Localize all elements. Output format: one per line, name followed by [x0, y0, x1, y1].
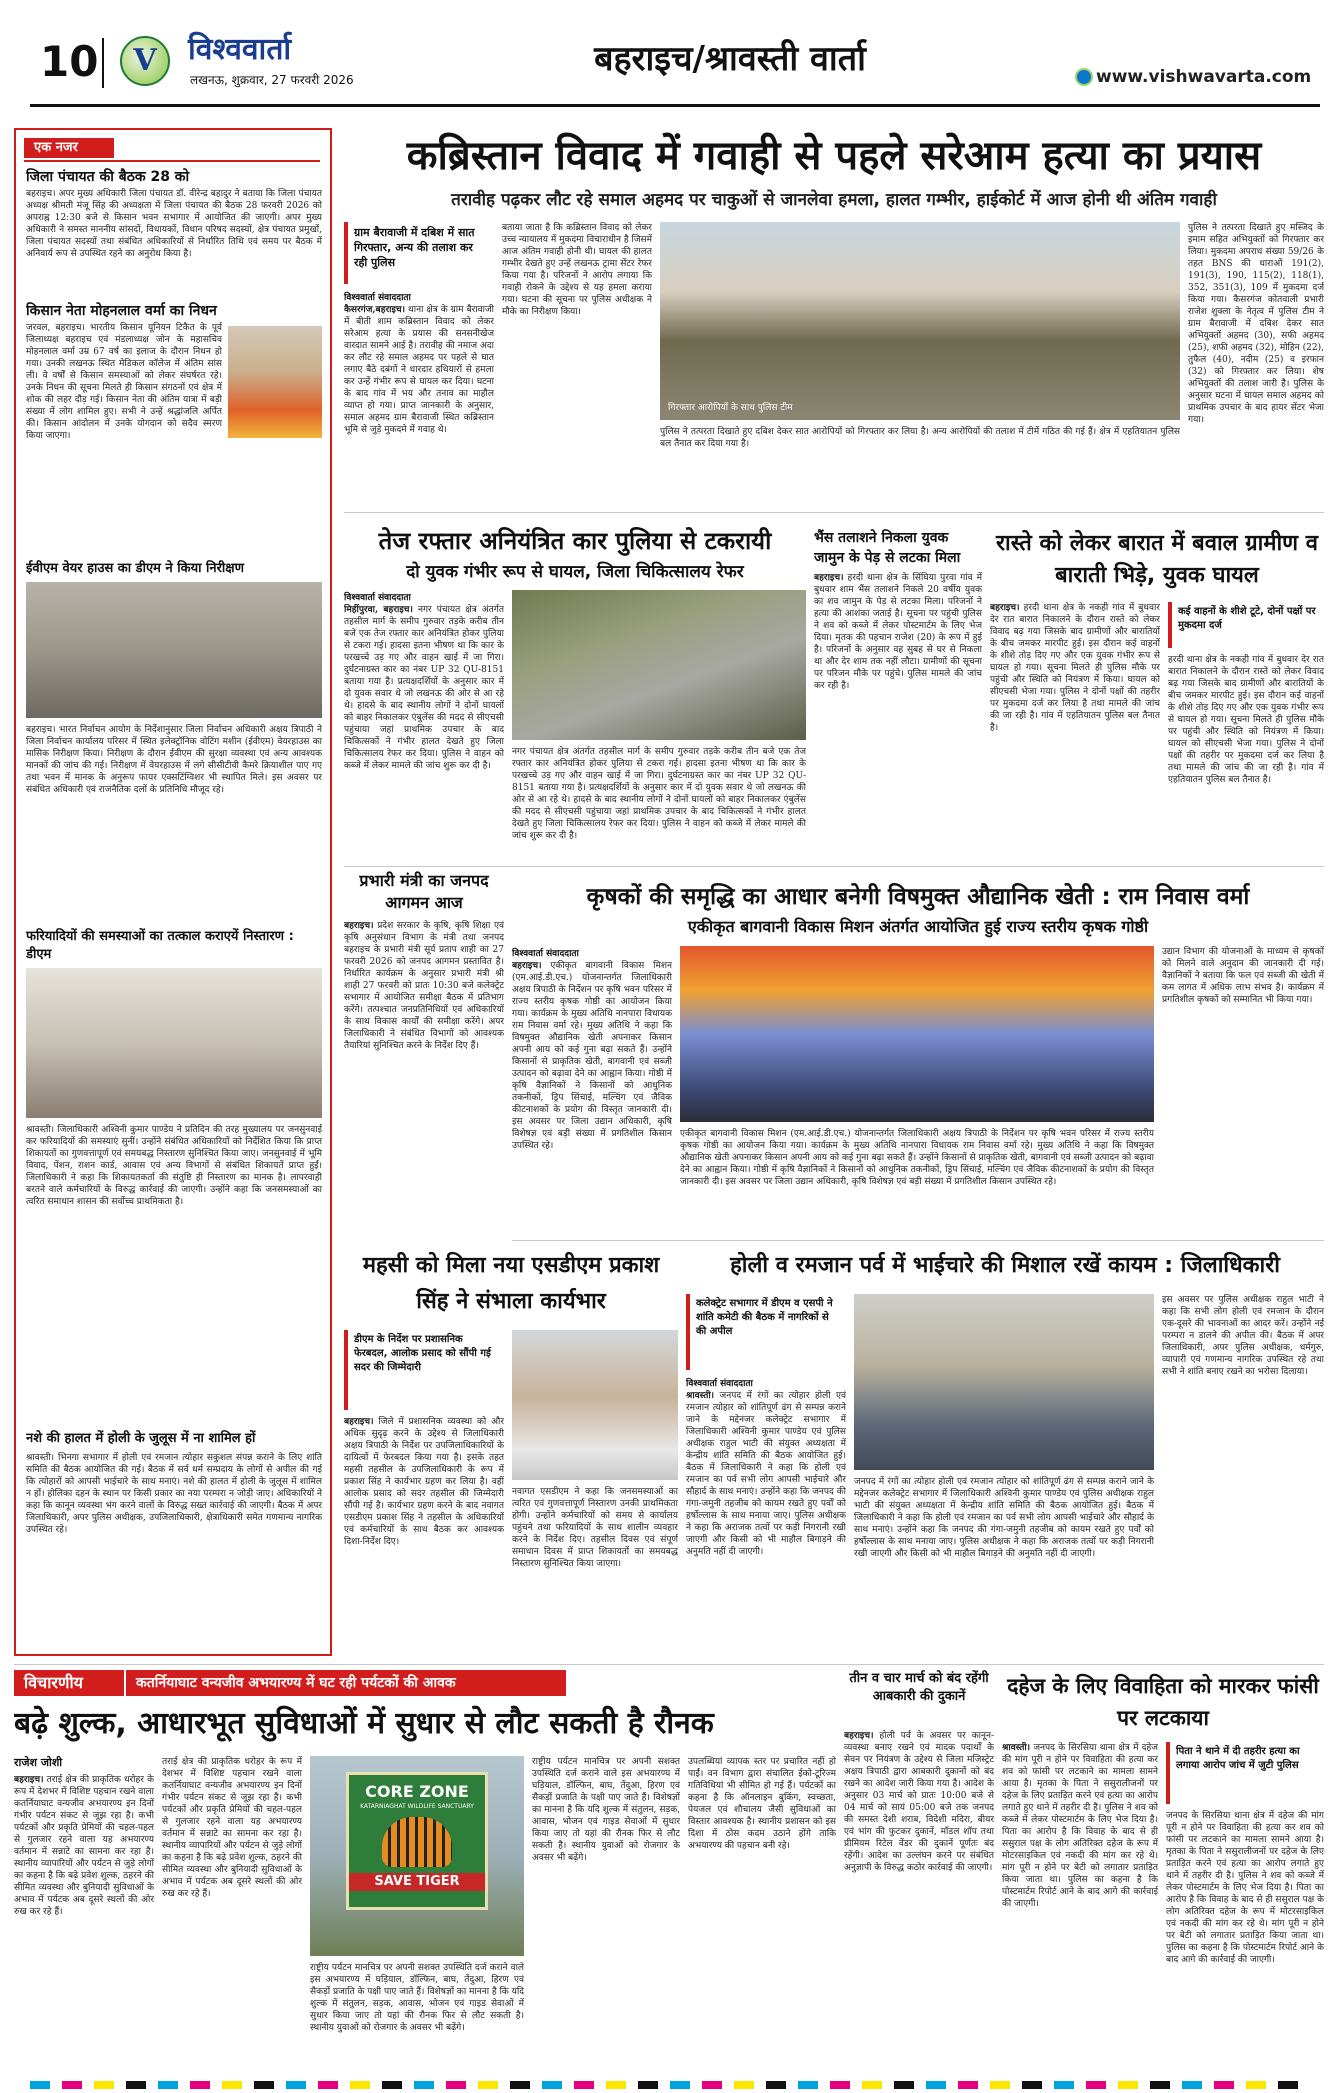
vicharniya-feature [14, 1670, 836, 2070]
sidebar-item-title: जिला पंचायत की बैठक 28 को [26, 169, 190, 185]
sidebar-ek-nazar [14, 128, 332, 1656]
cmyk-mark [254, 2081, 274, 2089]
section-divider [344, 866, 1324, 867]
youth-dateline: बहराइच। [814, 573, 844, 583]
wedding-dateline: बहराइच। [990, 603, 1020, 613]
sidebar-item-body: जरवल, बहराइच। भारतीय किसान यूनियन टिकैत के पूर्व जिलाध्यक्ष बहराइच एवं मंडलाध्यक्ष जोन के महासचिव मोहनलाल वर्मा उम्र 67 वर्ष का इलाज के दौरान निधन हो गया। उनकी लखनऊ स्थित मेडिकल कॉलेज में अंतिम सांस ली। वे वर्षों से किसान समस्याओं को लेकर संघर्षरत रहे। उनके निधन की सूचना मिलते ही किसान संगठनों एवं क्षेत्र में शोक की लहर दौड़ गई। किसान नेता की अंतिम यात्रा में बड़ी संख्या में लोग शामिल हुए। सभी ने उन्हें श्रद्धांजलि अर्पित की। किसान आंदोलन में उनके योगदान को सदैव स्मरण किया जाएगा। [26, 323, 222, 441]
vicharniya-body-col3: राष्ट्रीय पर्यटन मानचित्र पर अपनी सशक्त उपस्थिति दर्ज कराने वाले इस अभयारण्य में घड़ियाल, डॉल्फिन, बाघ, तेंदुआ, हिरण एवं सैकड़ों प्रजाति के पक्षी पाए जाते हैं। विशेषज्ञों का मानना है कि यदि शुल्क में संतुलन, सड़क, आवास, भोजन एवं गाइड सेवाओं में सुधार किया जाए तो यहां की रौनक फिर से लौट सकती है। स्थानीय युवाओं को रोजगार के अवसर भी बढ़ेंगे। [532, 1757, 680, 1863]
cmyk-mark [382, 2081, 402, 2089]
vicharniya-dateline: बहराइच। [14, 1775, 44, 1785]
vicharniya-headline: बढ़े शुल्क, आधारभूत सुविधाओं में सुधार से लौट सकती है रौनक [14, 1706, 714, 1741]
page-number: 10 [40, 37, 99, 86]
cmyk-mark [1150, 2081, 1170, 2089]
vicharniya-body-photo-col: राष्ट्रीय पर्यटन मानचित्र पर अपनी सशक्त उपस्थिति दर्ज कराने वाले इस अभयारण्य में घड़ियाल, डॉल्फिन, बाघ, तेंदुआ, हिरण एवं सैकड़ों प्रजाति के पक्षी पाए जाते हैं। विशेषज्ञों का मानना है कि यदि शुल्क में संतुलन, सड़क, आवास, भोजन एवं गाइड सेवाओं में सुधार किया जाए तो यहां की रौनक फिर से लौट सकती है। स्थानीय युवाओं को रोजगार के अवसर भी बढ़ेंगे। [310, 1963, 524, 2033]
liquor-shops-story [844, 1670, 994, 2070]
cmyk-mark [638, 2081, 658, 2089]
lead-body-text: थाना क्षेत्र के ग्राम बैरावाजी में बीती शाम कब्रिस्तान विवाद को लेकर सरेआम हत्या के प्रयास की सनसनीखेज वारदात सामने आई है। तरावीह की नमाज अदा कर लौट रहे समाल अहमद पर पहले से घात लगाए बैठे दबंगों ने धारदार हथियारों से हमला कर उन्हें गंभीर रूप से घायल कर दिया। घटना के बाद गांव में भय और तनाव का माहौल व्याप्त हो गया। प्राप्त जानकारी के अनुसार, समाल अहमद ग्राम बैरावाजी स्थित कब्रिस्तान भूमि से जुड़े मुकदमे में गवाह थे। [344, 305, 494, 435]
farming-body-cont: एकीकृत बागवानी विकास मिशन (एम.आई.डी.एच.) योजनान्तर्गत जिलाधिकारी अक्षय त्रिपाठी के निर्देशन पर कृषि भवन परिसर में राज्य स्तरीय कृषक गोष्ठी का आयोजन किया गया। कार्यक्रम के मुख्य अतिथि नानपारा विधायक राम निवास वर्मा रहे। मुख्य अतिथि ने कहा कि विषमुक्त औद्यानिक खेती अपनाकर किसान अपनी आय को कई गुना बढ़ा सकते हैं। उन्होंने किसानों से प्राकृतिक खेती, बागवानी एवं सब्जी उत्पादन को बढ़ावा देने का आह्वान किया। गोष्ठी में कृषि वैज्ञानिकों ने किसानों को आधुनिक तकनीकों, ड्रिप सिंचाई, मल्चिंग एवं जैविक कीटनाशकों के प्रयोग की विस्तृत जानकारी दी। इस अवसर पर जिला उद्यान अधिकारी, कृषि विशेषज्ञ एवं बड़ी संख्या में प्रगतिशील किसान उपस्थित रहे। [680, 1129, 1154, 1187]
cmyk-mark [830, 2081, 850, 2089]
cmyk-mark [94, 2081, 114, 2089]
cmyk-mark [158, 2081, 178, 2089]
holi-peace-story [686, 1248, 1324, 1656]
cmyk-mark [1054, 2081, 1074, 2089]
liquor-headline: तीन व चार मार्च को बंद रहेंगी आबकारी की दुकानें [849, 1671, 989, 1704]
wedding-headline: रास्ते को लेकर बारात में बवाल ग्रामीण व बाराती भिड़े, युवक घायल [996, 531, 1318, 588]
holi-right-column: इस अवसर पर पुलिस अधीक्षक राहुल भाटी ने कहा कि सभी लोग होली एवं रमजान के दौरान एक-दूसरे की भावनाओं का आदर करें। उन्होंने नई परम्परा न डालने की अपील की। बैठक में अपर जिलाधिकारी, अपर पुलिस अधीक्षक, धर्मगुरु, व्यापारी एवं गणमान्य नागरिक उपस्थित रहे तथा सभी ने शांति बनाए रखने का भरोसा दिलाया। [1162, 1295, 1324, 1377]
lead-dateline: कैसरगंज,बहराइच। [344, 305, 406, 315]
new-sdm-story [344, 1248, 678, 1656]
cmyk-mark [478, 2081, 498, 2089]
youth-found-story [814, 528, 982, 858]
dowry-body-text: जनपद के सिरसिया थाना क्षेत्र में दहेज की मांग पूरी न होने पर विवाहिता की हत्या कर शव को फांसी पर लटकाने का मामला सामने आया है। मृतका के पिता ने ससुरालीजनों पर दहेज के लिए प्रताड़ित करने एवं हत्या का आरोप लगाते हुए थाने में तहरीर दी है। पुलिस ने शव को कब्जे में लेकर पोस्टमार्टम के लिए भेज दिया है। पिता का आरोप है कि विवाह के बाद से ही ससुराल पक्ष के लोग अतिरिक्त दहेज के रूप में मोटरसाइकिल एवं नकदी की मांग कर रहे थे। मांग पूरी न होने पर बेटी को लगातार प्रताड़ित किया जाता था। पुलिस का कहना है कि पोस्टमार्टम रिपोर्ट आने के बाद आगे की कार्रवाई की जाएगी। [1002, 1743, 1158, 1909]
brand-logo-letter: V [133, 43, 157, 78]
sdm-body-cont: नवागत एसडीएम ने कहा कि जनसमस्याओं का त्वरित एवं गुणवत्तापूर्ण निस्तारण उनकी प्राथमिकता होगी। उन्होंने कर्मचारियों को समय से कार्यालय पहुंचने तथा फरियादियों के साथ शालीन व्यवहार करने के निर्देश दिए। तहसील दिवस एवं संपूर्ण समाधान दिवस में प्राप्त शिकायतों का समयबद्ध निस्तारण सुनिश्चित किया जाएगा। [512, 1487, 678, 1569]
sdm-headline: महसी को मिला नया एसडीएम प्रकाश सिंह ने संभाला कार्यभार [362, 1253, 660, 1314]
youth-body-text: हरदी थाना क्षेत्र के सिंघिया पुरवा गांव में बुधवार शाम भैंस तलाशने निकले 20 वर्षीय युवक का शव जामुन के पेड़ से लटका मिला। परिजनों ने हत्या की आशंका जताई है। सूचना पर पहुंची पुलिस ने शव को कब्जे में लेकर पोस्टमार्टम के लिए भेज दिया। मृतक की पहचान राजेश (20) के रूप में हुई है। परिजनों के अनुसार वह सुबह से घर से निकला था और देर शाम तक नहीं लौटा। ग्रामीणों की सूचना पर परिजन मौके पर पहुंचे। पुलिस मामले की जांच कर रही है। [814, 573, 982, 691]
dowry-headline: दहेज के लिए विवाहिता को मारकर फांसी पर लटकाया [1007, 1674, 1319, 1730]
car-body-cont: नगर पंचायत क्षेत्र अंतर्गत तहसील मार्ग के समीप गुरुवार तड़के करीब तीन बजे एक तेज रफ्तार कार अनियंत्रित होकर पुलिया से टकरा गई। हादसा इतना भीषण था कि कार के परखच्चे उड़ गए और वाहन खाई में जा गिरा। दुर्घटनाग्रस्त कार का नंबर UP 32 QU-8151 बताया गया है। प्रत्यक्षदर्शियों के अनुसार कार में दो युवक सवार थे जो लखनऊ की ओर से आ रहे थे। हादसे के बाद स्थानीय लोगों ने दोनों घायलों को बाहर निकालकर एंबुलेंस की मदद से सीएचसी पहुंचाया जहां प्राथमिक उपचार के बाद चिकित्सकों ने गंभीर हालत देखते हुए जिला चिकित्सालय रेफर कर दिया। पुलिस ने वाहन को कब्जे में लेकर मामले की जांच शुरू कर दी है। [512, 747, 806, 841]
evm-inspection-photo [26, 582, 322, 718]
section-divider [344, 512, 1324, 513]
sidebar-item-title: नशे की हालत में होली के जुलूस में ना शामिल हों [26, 1431, 256, 1446]
sdm-body [344, 1416, 504, 1656]
cmyk-mark [286, 2081, 306, 2089]
wedding-body [990, 602, 1160, 858]
lead-byline: विश्ववार्ता संवाददाता [344, 293, 411, 303]
core-zone-sign-photo [310, 1756, 524, 1956]
cmyk-mark [1022, 2081, 1042, 2089]
vicharniya-byline: राजेश जोशी [14, 1756, 63, 1769]
cmyk-mark [1086, 2081, 1106, 2089]
cmyk-mark [190, 2081, 210, 2089]
wedding-body-cont: हरदी थाना क्षेत्र के नकही गांव में बुधवार देर रात बारात निकालने के दौरान रास्ते को लेकर विवाद बढ़ गया जिसके बाद ग्रामीणों और बारातियों के बीच जमकर मारपीट हुई। इस दौरान कई वाहनों के शीशे तोड़ दिए गए और एक युवक गंभीर रूप से घायल हो गया। सूचना मिलते ही पुलिस मौके पर पहुंची और स्थिति को नियंत्रण में किया। घायल को सीएचसी भेजा गया। पुलिस ने दोनों पक्षों की तहरीर पर मुकदमा दर्ज कर लिया है तथा मामले की जांच की जा रही है। गांव में एहतियातन पुलिस बल तैनात है। [1168, 655, 1324, 785]
car-body [344, 604, 504, 858]
vicharniya-body-col4: उपलब्धियां व्यापक स्तर पर प्रचारित नहीं हो पाईं। वन विभाग द्वारा संचालित ईको-टूरिज्म गतिविधियां भी सीमित हो गई हैं। पर्यटकों का कहना है कि ऑनलाइन बुकिंग, स्वच्छता, पेयजल एवं शौचालय जैसी सुविधाओं का विस्तार आवश्यक है। स्थानीय प्रशासन को इस दिशा में ठोस कदम उठाने होंगे ताकि अभयारण्य की पहचान बनी रहे। [688, 1757, 836, 1851]
cmyk-mark [702, 2081, 722, 2089]
youth-headline: भैंस तलाशने निकला युवक जामुन के पेड़ से लटका मिला [814, 530, 961, 566]
farming-seminar-story [512, 880, 1324, 1210]
holi-headline: होली व रमजान पर्व में भाईचारे की मिशाल रखें कायम : जिलाधिकारी [730, 1253, 1280, 1278]
farming-subhead: एकीकृत बागवानी विकास मिशन अंतर्गत आयोजित हुई राज्य स्तरीय कृषक गोष्ठी [687, 917, 1149, 936]
cmyk-mark [126, 2081, 146, 2089]
cmyk-mark [446, 2081, 466, 2089]
section-divider [14, 1664, 1324, 1665]
sdm-portrait-photo [512, 1330, 678, 1480]
cmyk-mark [1246, 2081, 1266, 2089]
cmyk-mark [1118, 2081, 1138, 2089]
brand-logo-icon [120, 36, 170, 86]
liquor-dateline: बहराइच। [844, 1731, 874, 1741]
minister-headline: प्रभारी मंत्री का जनपद आगमन आज [359, 871, 489, 912]
cmyk-mark [862, 2081, 882, 2089]
lead-story [344, 128, 1324, 500]
cmyk-mark [606, 2081, 626, 2089]
minister-body-text: प्रदेश सरकार के कृषि, कृषि शिक्षा एवं कृषि अनुसंधान विभाग के मंत्री तथा जनपद बहराइच के प्रभारी मंत्री सूर्य प्रताप शाही का 27 फरवरी 2026 को जनपद आगमन प्रस्तावित है। निर्धारित कार्यक्रम के अनुसार प्रभारी मंत्री श्री शाही 27 फरवरी को प्रातः 10:30 बजे कलेक्ट्रेट सभागार में आयोजित समीक्षा बैठक में प्रतिभाग करेंगे। तत्पश्चात जनप्रतिनिधियों एवं अधिकारियों के साथ विकास कार्यों की समीक्षा करेंगे। अपर जिलाधिकारी ने संबंधित विभागों को आवश्यक तैयारियां सुनिश्चित करने के निर्देश दिए हैं। [344, 921, 504, 1051]
farming-right-column: उद्यान विभाग की योजनाओं के माध्यम से कृषकों को मिलने वाले अनुदान की जानकारी दी गई। वैज्ञानिकों ने बताया कि फल एवं सब्जी की खेती में कम लागत में अधिक लाभ संभव है। कार्यक्रम में प्रगतिशील कृषकों को सम्मानित भी किया गया। [1162, 947, 1324, 1005]
cmyk-mark [1278, 2081, 1298, 2089]
sidebar-item-body: बहराइच। भारत निर्वाचन आयोग के निर्देशानुसार जिला निर्वाचन अधिकारी अक्षय त्रिपाठी ने जिला निर्वाचन कार्यालय परिसर में स्थित इलेक्ट्रॉनिक वोटिंग मशीन (ईवीएम) वेयरहाउस का मासिक निरीक्षण किया। निरीक्षण के दौरान ईवीएम की सुरक्षा व्यवस्था एवं अन्य आवश्यक मानकों की जांच की गई। निरीक्षण में वेयरहाउस में लगे सीसीटीवी कैमरे क्रियाशील पाए गए तथा भवन में मानक के अनुरूप फायर एक्सटिंग्विशर भी स्थापित मिले। इस अवसर पर संबंधित अधिकारी एवं राजनैतिक दलों के प्रतिनिधि मौजूद रहे। [26, 725, 322, 795]
vicharniya-body-text: तराई क्षेत्र की प्राकृतिक धरोहर के रूप में देशभर में विशिष्ट पहचान रखने वाला कतर्नियाघाट वन्यजीव अभयारण्य इन दिनों गंभीर पर्यटन संकट से जूझ रहा है। कभी पर्यटकों और प्रकृति प्रेमियों की चहल-पहल से गुलजार रहने वाला यह अभयारण्य वर्तमान में सन्नाटे का सामना कर रहा है। स्थानीय व्यापारियों और पर्यटन से जुड़े लोगों का कहना है कि बढ़े प्रवेश शुल्क, ठहरने की सीमित व्यवस्था और बुनियादी सुविधाओं के अभाव में पर्यटक अब दूसरे स्थलों की ओर रुख कर रहे हैं। [14, 1775, 154, 1917]
farming-event-photo [680, 946, 1154, 1122]
car-wreck-photo [512, 590, 806, 740]
sdm-body-text: जिले में प्रशासनिक व्यवस्था को और अधिक सुदृढ़ करने के उद्देश्य से जिलाधिकारी अक्षय त्रिपाठी के निर्देश पर उपजिलाधिकारियों के दायित्वों में फेरबदल किया गया है। इसके तहत महसी तहसील के उपजिलाधिकारी के रूप में प्रकाश सिंह ने कार्यभार ग्रहण कर लिया है। वहीं आलोक प्रसाद को सदर तहसील की जिम्मेदारी सौंपी गई है। कार्यभार ग्रहण करने के बाद नवागत एसडीएम प्रकाश सिंह ने तहसील के अधिकारियों एवं कर्मचारियों के साथ बैठक कर आवश्यक दिशा-निर्देश दिए। [344, 1417, 504, 1547]
cmyk-mark [510, 2081, 530, 2089]
sidebar-label: एक नजर [24, 138, 114, 158]
car-accident-story [344, 524, 806, 858]
cmyk-mark [1214, 2081, 1234, 2089]
cmyk-mark [990, 2081, 1010, 2089]
liquor-body-text: होली पर्व के अवसर पर कानून-व्यवस्था बनाए रखने एवं मादक पदार्थों के सेवन पर नियंत्रण के उद्देश्य से जिला मजिस्ट्रेट अक्षय त्रिपाठी द्वारा आबकारी दुकानों को बंद रखने का आदेश जारी किया गया है। आदेश के अनुसार 03 मार्च को प्रातः 10:00 बजे से 04 मार्च को सायं 05:00 बजे तक जनपद की समस्त देशी शराब, विदेशी मदिरा, बीयर एवं भांग की फुटकर दुकानें, मॉडल शॉप तथा प्रीमियम रिटेल वेंडर की दुकानें पूर्णतः बंद रहेंगी। आदेश का उल्लंघन करने पर संबंधित अनुज्ञापी के विरुद्ध कठोर कार्रवाई की जाएगी। [844, 1731, 994, 1873]
minister-body [344, 920, 504, 1240]
cmyk-mark [670, 2081, 690, 2089]
farming-headline: कृषकों की समृद्धि का आधार बनेगी विषमुक्त औद्यानिक खेती : राम निवास वर्मा [586, 884, 1250, 910]
header-divider [102, 38, 104, 88]
holi-body [686, 1390, 846, 1656]
cmyk-mark [62, 2081, 82, 2089]
lead-body-1 [344, 304, 494, 500]
header-dateline: लखनऊ, शुक्रवार, 27 फरवरी 2026 [190, 73, 354, 87]
holi-body-text: जनपद में रंगों का त्योहार होली एवं रमजान त्योहार को शांतिपूर्ण ढंग से सम्पन्न कराने जाने के मद्देनजर कलेक्ट्रेट सभागार में जिलाधिकारी अश्विनी कुमार पाण्डेय एवं पुलिस अधीक्षक राहुल भाटी की संयुक्त अध्यक्षता में केन्द्रीय शांति समिति की बैठक आयोजित हुई। बैठक में जिलाधिकारी ने कहा कि होली एवं रमजान का पर्व सभी लोग आपसी भाईचारे और सौहार्द के साथ मनाएं। उन्होंने कहा कि जनपद की गंगा-जमुनी तहजीब को कायम रखते हुए पर्वों को हर्षोल्लास के साथ मनाया जाए। पुलिस अधीक्षक ने कहा कि अराजक तत्वों पर कड़ी निगरानी रखी जाएगी और किसी को भी माहौल बिगाड़ने की अनुमति नहीं दी जाएगी। [686, 1391, 846, 1557]
holi-meeting-photo [854, 1294, 1154, 1470]
farming-body-text: एकीकृत बागवानी विकास मिशन (एम.आई.डी.एच.) योजनान्तर्गत जिलाधिकारी अक्षय त्रिपाठी के निर्देशन पर कृषि भवन परिसर में राज्य स्तरीय कृषक गोष्ठी का आयोजन किया गया। कार्यक्रम के मुख्य अतिथि नानपारा विधायक राम निवास वर्मा रहे। मुख्य अतिथि ने कहा कि विषमुक्त औद्यानिक खेती अपनाकर किसान अपनी आय को कई गुना बढ़ा सकते हैं। उन्होंने किसानों से प्राकृतिक खेती, बागवानी एवं सब्जी उत्पादन को बढ़ावा देने का आह्वान किया। गोष्ठी में कृषि वैज्ञानिकों ने किसानों को आधुनिक तकनीकों, ड्रिप सिंचाई, मल्चिंग एवं जैविक कीटनाशकों के प्रयोग की विस्तृत जानकारी दी। इस अवसर पर जिला उद्यान अधिकारी, कृषि विशेषज्ञ एवं बड़ी संख्या में प्रगतिशील किसान उपस्थित रहे। [512, 961, 672, 1151]
cmyk-mark [414, 2081, 434, 2089]
sidebar-item-title: ईवीएम वेयर हाउस का डीएम ने किया निरीक्षण [26, 561, 244, 576]
lead-highlight-box: ग्राम बैरावाजी में दबिश में सात गिरफ्तार, अन्य की तलाश कर रही पुलिस [344, 222, 494, 284]
farming-body [512, 960, 672, 1210]
wedding-highlight-box: कई वाहनों के शीशे टूटे, दोनों पक्षों पर मुकदमा दर्ज [1168, 602, 1324, 648]
vicharniya-label: विचारणीय [14, 1670, 124, 1696]
lead-body-3: पुलिस ने तत्परता दिखाते हुए दबिश देकर सात आरोपियों को गिरफ्तार कर लिया है। अन्य आरोपियों की तलाश में टीमें गठित की गई हैं। क्षेत्र में एहतियातन पुलिस बल तैनात कर दिया गया है। [660, 427, 1180, 449]
minister-visit-story [344, 870, 504, 1240]
minister-dateline: बहराइच। [344, 921, 374, 931]
farming-byline: विश्ववार्ता संवाददाता [512, 949, 579, 959]
vicharniya-kicker: कतर्नियाघाट वन्यजीव अभयारण्य में घट रही पर्यटकों की आवक [126, 1670, 566, 1696]
cmyk-mark [318, 2081, 338, 2089]
lead-photo-caption: गिरफ्तार आरोपियों के साथ पुलिस टीम [668, 403, 793, 413]
page-header [0, 0, 1339, 122]
vicharniya-body [14, 1774, 154, 2070]
cmyk-mark [766, 2081, 786, 2089]
brand-name: विश्ववार्ता [188, 32, 292, 67]
dowry-dateline: श्रावस्ती। [1002, 1743, 1031, 1753]
lead-body-2: बताया जाता है कि कब्रिस्तान विवाद को लेकर उच्च न्यायालय में मुकदमा विचाराधीन है जिसमें आज अंतिम गवाही होनी थी। घायल की हालत गम्भीर देखते हुए उन्हें लखनऊ ट्रामा सेंटर रेफर किया गया है। परिजनों ने आरोप लगाया कि गवाही रोकने के उद्देश्य से यह हमला कराया गया। घटना की सूचना पर पुलिस अधीक्षक ने मौके का निरीक्षण किया। [502, 223, 652, 317]
dowry-body-cont: जनपद के सिरसिया थाना क्षेत्र में दहेज की मांग पूरी न होने पर विवाहिता की हत्या कर शव को फांसी पर लटकाने का मामला सामने आया है। मृतका के पिता ने ससुरालीजनों पर दहेज के लिए प्रताड़ित करने एवं हत्या का आरोप लगाते हुए थाने में तहरीर दी है। पुलिस ने शव को कब्जे में लेकर पोस्टमार्टम के लिए भेज दिया है। पिता का आरोप है कि विवाह के बाद से ही ससुराल पक्ष के लोग अतिरिक्त दहेज के रूप में मोटरसाइकिल एवं नकदी की मांग कर रहे थे। मांग पूरी न होने पर बेटी को लगातार प्रताड़ित किया जाता था। पुलिस का कहना है कि पोस्टमार्टम रिपोर्ट आने के बाद आगे की कार्रवाई की जाएगी। [1166, 1811, 1324, 1965]
cmyk-mark [222, 2081, 242, 2089]
cmyk-mark [926, 2081, 946, 2089]
section-divider [512, 1240, 1324, 1241]
sdm-highlight-box: डीएम के निर्देश पर प्रशासनिक फेरबदल, आलोक प्रसाद को सौंपी गई सदर की जिम्मेदारी [344, 1330, 504, 1410]
car-headline: तेज रफ्तार अनियंत्रित कार पुलिया से टकरायी [378, 527, 772, 555]
holi-byline: विश्ववार्ता संवाददाता [686, 1379, 753, 1389]
website-link[interactable]: www.vishwavarta.com [1096, 67, 1312, 87]
cmyk-mark [1182, 2081, 1202, 2089]
holi-dateline: श्रावस्ती। [686, 1391, 715, 1401]
sidebar-item-title: फरियादियों की समस्याओं का तत्काल कराएयें निस्तारण : डीएम [26, 929, 294, 962]
holi-highlight-box: कलेक्ट्रेट सभागार में डीएम व एसपी ने शांति कमेटी की बैठक में नागरिकों से की अपील [686, 1294, 846, 1370]
lead-headline: कब्रिस्तान विवाद में गवाही से पहले सरेआम हत्या का प्रयास [406, 133, 1262, 179]
wedding-clash-story [990, 528, 1324, 858]
cmyk-mark [894, 2081, 914, 2089]
cmyk-mark [734, 2081, 754, 2089]
farmer-leader-photo [228, 326, 322, 438]
car-byline: विश्ववार्ता संवाददाता [344, 593, 411, 603]
cmyk-mark [350, 2081, 370, 2089]
sidebar-label-rule [24, 160, 320, 162]
sdm-dateline: बहराइच। [344, 1417, 374, 1427]
cmyk-marks [30, 2081, 1310, 2089]
cmyk-mark [542, 2081, 562, 2089]
cmyk-mark [958, 2081, 978, 2089]
car-dateline: मिहींपुरवा, बहराइच। [344, 605, 413, 615]
tiger-icon [382, 1817, 452, 1867]
print-color-bar [30, 2074, 1310, 2082]
header-rule [30, 104, 1320, 107]
vicharniya-body-col2: तराई क्षेत्र की प्राकृतिक धरोहर के रूप में देशभर में विशिष्ट पहचान रखने वाला कतर्नियाघाट वन्यजीव अभयारण्य इन दिनों गंभीर पर्यटन संकट से जूझ रहा है। कभी पर्यटकों और प्रकृति प्रेमियों की चहल-पहल से गुलजार रहने वाला यह अभयारण्य वर्तमान में सन्नाटे का सामना कर रहा है। स्थानीय व्यापारियों और पर्यटन से जुड़े लोगों का कहना है कि बढ़े प्रवेश शुल्क, ठहरने की सीमित व्यवस्था और बुनियादी सुविधाओं के अभाव में पर्यटक अब दूसरे स्थलों की ओर रुख कर रहे हैं। [162, 1757, 302, 1899]
wedding-body-text: हरदी थाना क्षेत्र के नकही गांव में बुधवार देर रात बारात निकालने के दौरान रास्ते को लेकर विवाद बढ़ गया जिसके बाद ग्रामीणों और बारातियों के बीच जमकर मारपीट हुई। इस दौरान कई वाहनों के शीशे तोड़ दिए गए और एक युवक गंभीर रूप से घायल हो गया। सूचना मिलते ही पुलिस मौके पर पहुंची और स्थिति को नियंत्रण में किया। घायल को सीएचसी भेजा गया। पुलिस ने दोनों पक्षों की तहरीर पर मुकदमा दर्ज कर लिया है तथा मामले की जांच की जा रही है। गांव में एहतियातन पुलिस बल तैनात है। [990, 603, 1160, 733]
cmyk-mark [30, 2081, 50, 2089]
sign-subtitle: KATARNIAGHAT WILDLIFE SANCTUARY [360, 1803, 474, 1810]
sign-title: CORE ZONE [365, 1782, 469, 1801]
lead-right-column: पुलिस ने तत्परता दिखाते हुए मस्जिद के इमाम सहित अभियुक्तों को गिरफ्तार कर लिया। मुकदमा अपराध संख्या 59/26 के तहत BNS की धाराओं 191(2), 191(3), 190, 115(2), 118(1), 352, 351(3), 109 में मुकदमा दर्ज किया गया। कैसरगंज कोतवाली प्रभारी राजेश शुक्ला के नेतृत्व में पुलिस टीम ने ग्राम बैरावाजी में दबिश देकर सात अभियुक्तों अहमद (30), सफी अहमद (25), शफी अहमद (32), मोहिन (22), तुफैल (40), नदीम (25) व इरफान (32) को गिरफ्तार कर लिया। शेष अभियुक्तों की तलाश जारी है। पुलिस के अनुसार घटना में घायल समाल अहमद को प्राथमिक उपचार के बाद हायर सेंटर भेजा गया। [1188, 223, 1324, 425]
liquor-body [844, 1730, 994, 2070]
sidebar-item-body: बहराइच। अपर मुख्य अधिकारी जिला पंचायत डॉ. वीरेन्द्र बहादुर ने बताया कि जिला पंचायत अध्यक्ष श्रीमती मंजू सिंह की अध्यक्षता में जिला पंचायत की बैठक 28 फरवरी 2026 को अपराह्न 12:30 बजे से किसान भवन सभागार में आयोजित की जाएगी। अपर मुख्य अधिकारी ने समस्त माननीय सांसदों, विधायकों, विधान परिषद सदस्यों, क्षेत्र पंचायत प्रमुखों, जिला पंचायत सदस्यों तथा संबंधित अधिकारियों से निर्धारित तिथि एवं समय पर बैठक में अनिवार्य रूप से उपस्थित रहने का अनुरोध किया है। [26, 189, 322, 259]
youth-body [814, 572, 982, 858]
lead-subhead: तरावीह पढ़कर लौट रहे समाल अहमद पर चाकुओं से जानलेवा हमला, हालत गम्भीर, हाईकोर्ट में आज होनी थी अंतिम गवाही [451, 190, 1217, 210]
dm-hearing-photo [26, 968, 322, 1118]
car-subhead: दो युवक गंभीर रूप से घायल, जिला चिकित्सालय रेफर [406, 562, 744, 582]
sidebar-item-body: श्रावस्ती। जिलाधिकारी अश्विनी कुमार पाण्डेय ने प्रतिदिन की तरह मुख्यालय पर जनसुनवाई कर फरियादियों की समस्याएं सुनीं। उन्होंने संबंधित अधिकारियों को निर्देशित किया कि प्राप्त शिकायतों का गुणवत्तापूर्ण एवं समयबद्ध निस्तारण सुनिश्चित किया जाए। जनसुनवाई में भूमि विवाद, पेंशन, राशन कार्ड, आवास एवं अन्य विभागों से संबंधित शिकायतें प्राप्त हुईं। जिलाधिकारी ने कहा कि शिकायतकर्ता की संतुष्टि ही निस्तारण का मानक है। लापरवाही बरतने वाले कर्मचारियों के विरुद्ध कार्रवाई की जाएगी। उन्होंने कहा कि जनसमस्याओं का त्वरित समाधान शासन की सर्वोच्च प्राथमिकता है। [26, 1125, 322, 1207]
dowry-highlight-box: पिता ने थाने में दी तहरीर हत्या का लगाया आरोप जांच में जुटी पुलिस [1166, 1742, 1324, 1804]
dowry-body [1002, 1742, 1158, 2070]
car-body-text: नगर पंचायत क्षेत्र अंतर्गत तहसील मार्ग के समीप गुरुवार तड़के करीब तीन बजे एक तेज रफ्तार कार अनियंत्रित होकर पुलिया से टकरा गई। हादसा इतना भीषण था कि कार के परखच्चे उड़ गए और वाहन खाई में जा गिरा। दुर्घटनाग्रस्त कार का नंबर UP 32 QU-8151 बताया गया है। प्रत्यक्षदर्शियों के अनुसार कार में दो युवक सवार थे जो लखनऊ की ओर से आ रहे थे। हादसे के बाद स्थानीय लोगों ने दोनों घायलों को बाहर निकालकर एंबुलेंस की मदद से सीएचसी पहुंचाया जहां प्राथमिक उपचार के बाद चिकित्सकों ने गंभीर हालत देखते हुए जिला चिकित्सालय रेफर कर दिया। पुलिस ने वाहन को कब्जे में लेकर मामले की जांच शुरू कर दी है। [344, 605, 504, 771]
globe-icon [1075, 68, 1093, 86]
sign-bottom: SAVE TIGER [349, 1873, 485, 1891]
cmyk-mark [798, 2081, 818, 2089]
section-title: बहराइच/श्रावस्ती वार्ता [594, 39, 866, 79]
dowry-death-story [1002, 1670, 1324, 2070]
cmyk-mark [574, 2081, 594, 2089]
holi-body-cont: जनपद में रंगों का त्योहार होली एवं रमजान त्योहार को शांतिपूर्ण ढंग से सम्पन्न कराने जाने के मद्देनजर कलेक्ट्रेट सभागार में जिलाधिकारी अश्विनी कुमार पाण्डेय एवं पुलिस अधीक्षक राहुल भाटी की संयुक्त अध्यक्षता में केन्द्रीय शांति समिति की बैठक आयोजित हुई। बैठक में जिलाधिकारी ने कहा कि होली एवं रमजान का पर्व सभी लोग आपसी भाईचारे और सौहार्द के साथ मनाएं। उन्होंने कहा कि जनपद की गंगा-जमुनी तहजीब को कायम रखते हुए पर्वों को हर्षोल्लास के साथ मनाया जाए। पुलिस अधीक्षक ने कहा कि अराजक तत्वों पर कड़ी निगरानी रखी जाएगी और किसी को भी माहौल बिगाड़ने की अनुमति नहीं दी जाएगी। [854, 1477, 1154, 1559]
sign-board [346, 1772, 488, 1910]
sidebar-item-body: श्रावस्ती। भिनगा सभागार में होली एवं रमजान त्योहार सकुशल संपन्न कराने के लिए शांति समिति की बैठक आयोजित की गई। बैठक में सर्व धर्म सम्प्रदाय के लोगों से अपील की गई कि त्योहारों को आपसी भाईचारे के साथ मनाएं। नशे की हालत में होली के जुलूस में शामिल न हों। होलिका दहन के स्थान पर किसी प्रकार का नया परम्परा न जोड़ी जाए। अधिकारियों ने कहा कि कानून व्यवस्था भंग करने वालों के विरुद्ध सख्त कार्रवाई की जाएगी। बैठक में अपर जिलाधिकारी, अपर पुलिस अधीक्षक, उपजिलाधिकारी, क्षेत्राधिकारी समेत गणमान्य नागरिक उपस्थित रहे। [26, 1453, 322, 1535]
lead-police-photo [660, 222, 1180, 420]
sidebar-item-title: किसान नेता मोहनलाल वर्मा का निधन [26, 303, 217, 319]
farming-dateline: बहराइच। [512, 961, 542, 971]
